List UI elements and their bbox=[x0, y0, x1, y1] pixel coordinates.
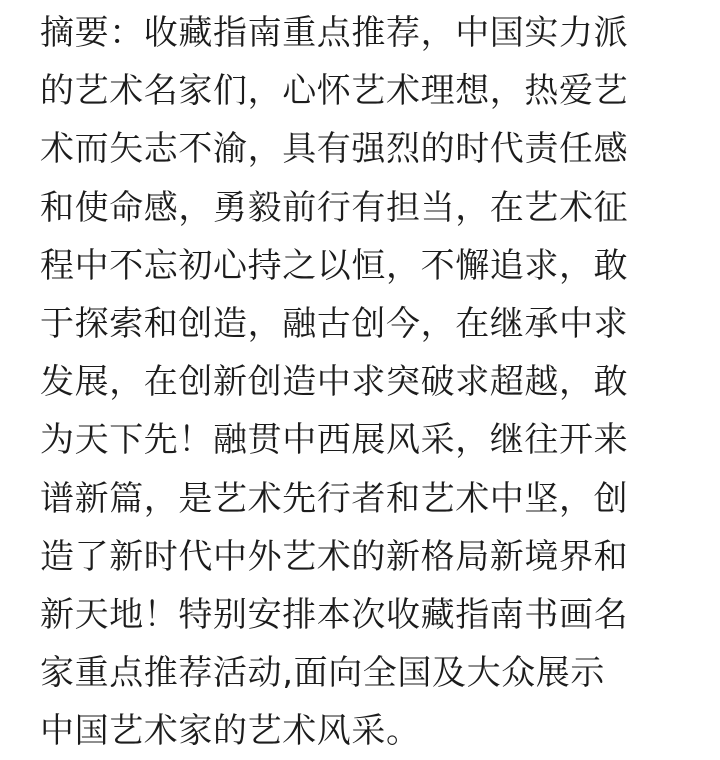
abstract-paragraph bbox=[40, 4, 700, 760]
text-line: 造了新时代中外艺术的新格局新境界和 bbox=[40, 536, 629, 577]
text-line: 和使命感，勇毅前行有担当，在艺术征 bbox=[40, 187, 629, 228]
text-line: 谱新篇，是艺术先行者和艺术中坚，创 bbox=[40, 478, 629, 519]
text-line: 新天地！特别安排本次收藏指南书画名 bbox=[40, 594, 629, 635]
text-line: 的艺术名家们，心怀艺术理想，热爱艺 bbox=[40, 71, 629, 112]
text-line: 程中不忘初心持之以恒，不懈追求，敢 bbox=[40, 245, 629, 286]
text-line: 为天下先！融贯中西展风采，继往开来 bbox=[40, 420, 629, 461]
text-line: 发展，在创新创造中求突破求超越，敢 bbox=[40, 362, 629, 403]
text-line: 于探索和创造，融古创今，在继承中求 bbox=[40, 303, 629, 344]
text-line: 中国艺术家的艺术风采。 bbox=[40, 711, 421, 752]
text-line: 摘要：收藏指南重点推荐，中国实力派 bbox=[40, 13, 629, 53]
text-line: 术而矢志不渝，具有强烈的时代责任感 bbox=[40, 129, 629, 170]
text-line: 家重点推荐活动,面向全国及大众展示 bbox=[40, 653, 606, 694]
